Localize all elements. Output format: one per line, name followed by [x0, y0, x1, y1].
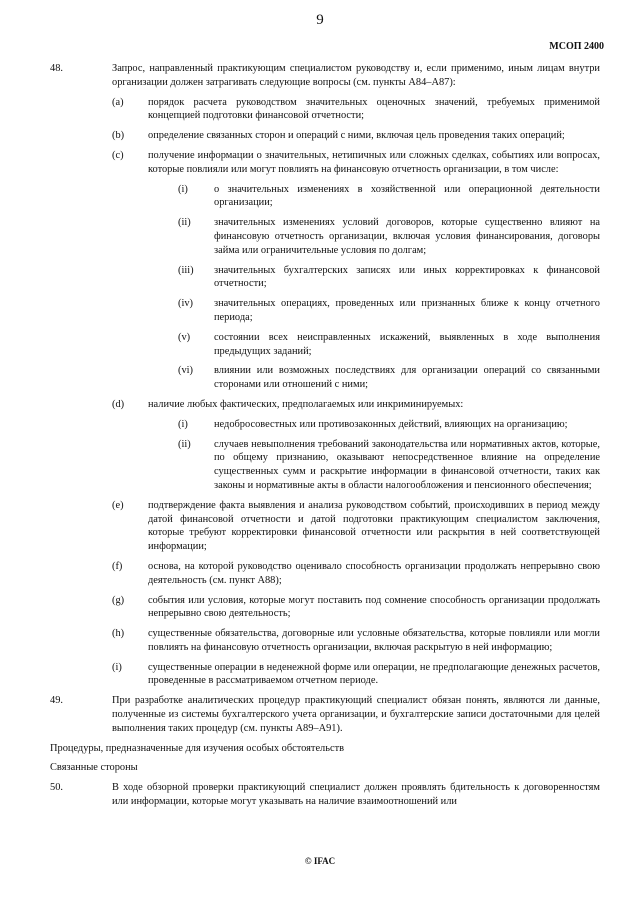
sub-item-d-ii [178, 438, 600, 493]
item-text: о значительных изменениях в хозяйственной или операционной деятельности организации; [214, 183, 600, 209]
item-roman: (iii) [178, 264, 194, 276]
paragraph-48 [50, 62, 600, 90]
item-roman: (i) [178, 418, 188, 430]
item-text: существенные операции в неденежной форме или операции, не предполагающие денежных расчетов, проведенные в рассматриваемом отчетном периоде. [148, 661, 600, 687]
paragraph-text: В ходе обзорной проверки практикующий специалист должен проявлять бдительность к договоренностям или информации, которые могут указывать на наличие взаимоотношений или [112, 782, 600, 808]
item-text: влиянии или возможных последствиях для организации операций со связанными сторонами или отношений с ними; [214, 365, 600, 391]
copyright-footer: © IFAC [304, 856, 336, 866]
item-letter: (b) [112, 130, 125, 142]
item-text: значительных изменениях условий договоров, которые существенно влияют на финансовую отчетность организации, включая условия финансирования, договоры займа или ограничительные условия по долгам; [214, 217, 600, 256]
item-text: недобросовестных или противозаконных действий, влияющих на организацию; [214, 418, 568, 430]
item-letter: (i) [112, 661, 122, 673]
item-roman: (v) [178, 331, 191, 343]
paragraph-number: 48. [50, 63, 63, 74]
item-letter: (a) [112, 96, 124, 108]
document-body [50, 62, 600, 809]
paragraph-text: Запрос, направленный практикующим специалистом руководству и, если применимо, иным лицам внутри организации должен затрагивать следующие вопросы (см. пункты А84–А87): [112, 63, 600, 88]
item-text: значительных бухгалтерских записях или иных корректировках к финансовой отчетности; [214, 264, 600, 290]
paragraph-50 [50, 781, 600, 809]
list-item-b [112, 129, 600, 143]
list-item-a [112, 96, 600, 124]
sub-item-c-v [178, 331, 600, 359]
item-letter: (d) [112, 398, 125, 410]
paragraph-number: 50. [50, 782, 63, 794]
item-roman: (ii) [178, 438, 191, 450]
standard-code: МСОП 2400 [549, 41, 604, 52]
item-text: состоянии всех неисправленных искажений, выявленных в ходе выполнения предыдущих заданий; [214, 331, 600, 357]
item-letter: (e) [112, 499, 124, 511]
item-roman: (i) [178, 183, 188, 195]
item-text: определение связанных сторон и операций с ними, включая цель проведения таких операций; [148, 130, 565, 142]
sub-item-c-i [178, 183, 600, 211]
paragraph-number: 49. [50, 695, 63, 707]
item-roman: (ii) [178, 217, 191, 229]
item-text: порядок расчета руководством значительных оценочных значений, требуемых применимой концепцией подготовки финансовой отчетности; [148, 96, 600, 122]
list-item-c [112, 149, 600, 177]
item-roman: (vi) [178, 365, 194, 377]
item-letter: (h) [112, 628, 125, 640]
item-text: наличие любых фактических, предполагаемых или инкриминируемых: [148, 398, 464, 410]
item-text: случаев невыполнения требований законодательства или нормативных актов, которые, по общему признанию, оказывают непосредственное влияние на определение существенных сумм и раскрытие информации в финансовой отчетности, таких как законы и нормативные акты в области налогообложения и пенсионного обеспечения; [214, 438, 600, 491]
item-text: события или условия, которые могут поставить под сомнение способность организации продолжать непрерывно свою деятельность; [148, 594, 600, 620]
item-letter: (g) [112, 594, 125, 606]
paragraph-49 [50, 694, 600, 735]
paragraph-text: При разработке аналитических процедур практикующий специалист обязан понять, являются ли данные, полученные из системы бухгалтерского учета организации, и бухгалтерские записи достаточными для целей выполнения таких процедур (см. пункты А89–А91). [112, 695, 600, 734]
sub-item-c-iv [178, 297, 600, 325]
item-text: получение информации о значительных, нетипичных или сложных сделках, событиях или вопросах, которые повлияли или могут повлиять на финансовую отчетность организации, в том числе: [148, 149, 600, 175]
list-item-e [112, 499, 600, 554]
section-heading: Процедуры, предназначенные для изучения особых обстоятельств [50, 742, 345, 754]
item-text: основа, на которой руководство оценивало способность организации продолжать непрерывно свою деятельность (см. пункт А88); [148, 560, 600, 586]
sub-item-d-i [178, 418, 600, 432]
item-letter: (f) [112, 560, 123, 572]
list-item-i [112, 661, 600, 689]
item-roman: (iv) [178, 298, 194, 310]
item-text: значительных операциях, проведенных или признанных ближе к концу отчетного периода; [214, 298, 600, 323]
sub-item-c-iii [178, 264, 600, 292]
list-item-h [112, 627, 600, 655]
item-text: подтверждение факта выявления и анализа руководством событий, происходивших в период между датой финансовой отчетности и датой подготовки практикующим специалистом заключения, которые требуют корректировки финансовой отчетности или раскрытия в ней соответствующей информации; [148, 499, 600, 553]
list-item-f [112, 560, 600, 588]
sub-item-c-ii [178, 216, 600, 257]
sub-item-c-vi [178, 364, 600, 392]
subsection-heading: Связанные стороны [50, 762, 138, 774]
item-text: существенные обязательства, договорные или условные обязательства, которые повлияли или могли повлиять на финансовую отчетность организации, включая раскрытую в ней информацию; [148, 628, 600, 653]
page-number: 9 [316, 12, 324, 28]
item-letter: (c) [112, 149, 124, 161]
list-item-g [112, 594, 600, 622]
list-item-d [112, 398, 600, 412]
